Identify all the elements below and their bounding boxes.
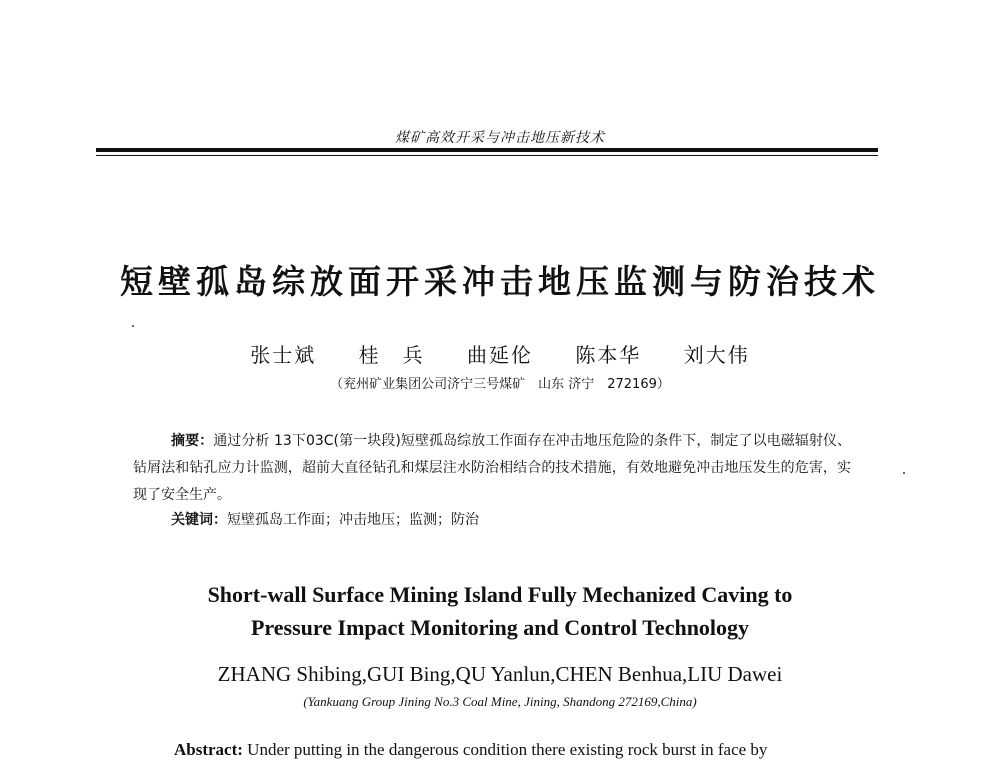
abstract-cn-label: 摘要：	[171, 433, 214, 449]
scan-speck	[132, 325, 134, 327]
abstract-en-text: Under putting in the dangerous condition there existing rock burst in face by	[247, 740, 768, 759]
keywords-cn-label: 关键词：	[171, 512, 227, 528]
abstract-cn-text: 通过分析 13下03C(第一块段)短壁孤岛综放工作面存在冲击地压危险的条件下，制定了以电磁辐射仪、钻屑法和钻孔应力计监测，超前大直径钻孔和煤层注水防治相结合的技术措施，有效地避免冲击地压发生的危害，实现了安全生产。	[133, 433, 852, 503]
scan-speck	[903, 472, 905, 474]
header-rule-thick	[96, 148, 878, 152]
affiliation-chinese: （兖州矿业集团公司济宁三号煤矿 山东 济宁 272169）	[330, 377, 670, 392]
running-header: 煤矿高效开采与冲击地压新技术	[395, 130, 605, 146]
header-rule-thin	[96, 155, 878, 156]
keywords-chinese	[171, 509, 851, 529]
title-chinese: 短壁孤岛综放面开采冲击地压监测与防治技术	[120, 262, 880, 301]
author-cn-2: 桂 兵	[358, 343, 425, 367]
title-en-line-2: Pressure Impact Monitoring and Control Technology	[250, 615, 750, 640]
abstract-chinese	[133, 428, 851, 509]
affiliation-english: (Yankuang Group Jining No.3 Coal Mine, Jining, Shandong 272169,China)	[303, 694, 697, 709]
authors-english: ZHANG Shibing,GUI Bing,QU Yanlun,CHEN Benhua,LIU Dawei	[217, 662, 783, 686]
title-english	[0, 578, 1000, 644]
title-en-line-1: Short-wall Surface Mining Island Fully Mechanized Caving to	[207, 582, 793, 607]
authors-chinese	[0, 339, 1000, 368]
abstract-en-label: Abstract:	[174, 740, 243, 759]
author-cn-5: 刘大伟	[683, 343, 750, 367]
keywords-cn-text: 短壁孤岛工作面；冲击地压；监测；防治	[227, 512, 479, 528]
author-cn-4: 陈本华	[575, 343, 642, 367]
author-cn-3: 曲延伦	[467, 343, 533, 367]
author-cn-1: 张士斌	[250, 343, 317, 367]
abstract-english	[174, 740, 874, 760]
